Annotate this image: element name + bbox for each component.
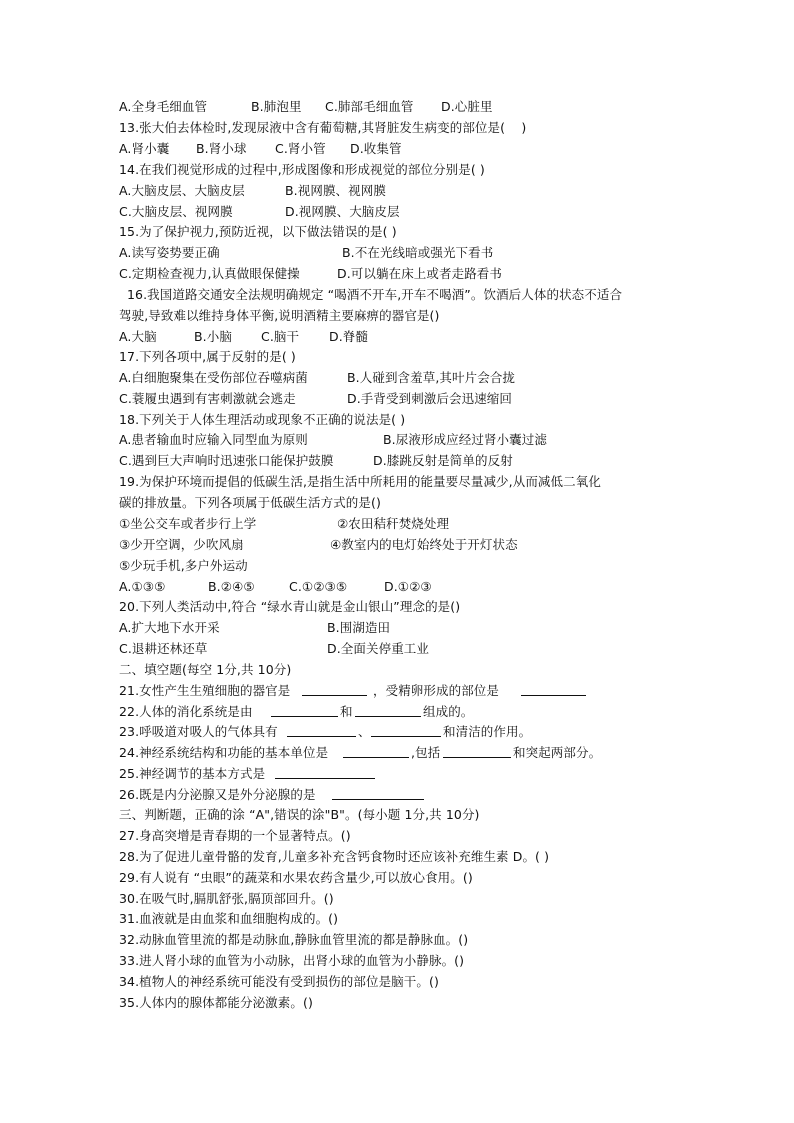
question-28: 28.为了促进儿童骨骼的发育,儿童多补充含钙食物时还应该补充维生素 D。( ) xyxy=(119,849,550,864)
q24-text-c: 和突起两部分。 xyxy=(513,745,602,760)
question-33: 33.进人肾小球的血管为小动脉，出肾小球的血管为小静脉。() xyxy=(119,953,465,968)
question-29: 29.有人说有 “虫眼”的蔬菜和水果农药含量少,可以放心食用。() xyxy=(119,870,473,885)
option-a: A.大脑 xyxy=(119,329,157,344)
q19-item-5: ⑤少玩手机,多户外运动 xyxy=(119,558,248,573)
item-4: ④教室内的电灯始终处于开灯状态 xyxy=(330,537,518,552)
q21-text-b: ，受精卵形成的部位是 xyxy=(373,683,500,698)
question-34: 34.植物人的神经系统可能没有受到损伤的部位是脑干。() xyxy=(119,974,439,989)
option-d: D.收集管 xyxy=(350,141,402,156)
question-14: 14.在我们视觉形成的过程中,形成图像和形成视觉的部位分别是( ) xyxy=(119,162,485,177)
option-c: C.定期检查视力,认真做眼保健操 xyxy=(119,266,300,281)
answer-blank-line[interactable] xyxy=(371,723,441,737)
option-a: A.患者输血时应输入同型血为原则 xyxy=(119,432,308,447)
option-a: A.全身毛细血管 xyxy=(119,99,208,114)
option-d: D.视网膜、大脑皮层 xyxy=(285,204,400,219)
q26-text: 26.既是内分泌腺又是外分泌腺的是 xyxy=(119,787,316,802)
q22-text-c: 组成的。 xyxy=(423,704,474,719)
option-a: A.白细胞聚集在受伤部位吞噬病菌 xyxy=(119,370,308,385)
section-3-heading: 三、判断题，正确的涂 “A",错误的涂"B"。(每小题 1分,共 10分) xyxy=(119,807,480,822)
option-b: B.人碰到含羞草,其叶片会合拢 xyxy=(347,370,516,385)
option-b: B.视网膜、视网膜 xyxy=(285,183,386,198)
question-17: 17.下列各项中,属于反射的是( ) xyxy=(119,349,296,364)
q22-text-a: 22.人体的消化系统是由 xyxy=(119,704,253,719)
option-d: D.心脏里 xyxy=(441,99,493,114)
option-c: C.遇到巨大声响时迅速张口能保护鼓膜 xyxy=(119,453,334,468)
item-1: ①坐公交车或者步行上学 xyxy=(119,516,257,531)
question-30: 30.在吸气时,膈肌舒张,膈顶部回升。() xyxy=(119,891,334,906)
option-c: C.退耕还林还草 xyxy=(119,641,208,656)
option-c: C.脑干 xyxy=(261,329,300,344)
question-31: 31.血液就是由血浆和血细胞构成的。() xyxy=(119,911,339,926)
item-2: ②农田秸秆焚烧处理 xyxy=(337,516,450,531)
option-a: A.大脑皮层、大脑皮层 xyxy=(119,183,245,198)
option-b: B.围湖造田 xyxy=(327,620,391,635)
option-c: C.肺部毛细血管 xyxy=(325,99,414,114)
option-b: B.尿液形成应经过肾小囊过滤 xyxy=(383,432,547,447)
option-d: D.可以躺在床上或者走路看书 xyxy=(337,266,502,281)
question-19-line2: 碳的排放量。下列各项属于低碳生活方式的是() xyxy=(119,495,381,510)
question-15: 15.为了保护视力,预防近视，以下做法错误的是( ) xyxy=(119,224,397,239)
answer-blank-line[interactable] xyxy=(343,744,409,758)
option-b: B.肺泡里 xyxy=(251,99,302,114)
q21-text-a: 21.女性产生生殖细胞的器官是 xyxy=(119,683,291,698)
answer-blank-line[interactable] xyxy=(332,786,424,800)
option-d: D.膝跳反射是简单的反射 xyxy=(373,453,513,468)
option-a: A.读写姿势要正确 xyxy=(119,245,220,260)
q23-text-b: 、 xyxy=(358,724,371,739)
q23-text-c: 和清洁的作用。 xyxy=(443,724,532,739)
option-d: D.①②③ xyxy=(384,579,432,594)
question-13: 13.张大伯去体检时,发现尿液中含有葡萄糖,其肾脏发生病变的部位是( ) xyxy=(119,120,527,135)
question-27: 27.身高突增是青春期的一个显著特点。() xyxy=(119,828,351,843)
answer-blank-line[interactable] xyxy=(275,765,375,779)
question-35: 35.人体内的腺体都能分泌激素。() xyxy=(119,995,313,1010)
section-2-heading: 二、填空题(每空 1分,共 10分) xyxy=(119,662,292,677)
option-a: A.肾小囊 xyxy=(119,141,170,156)
option-a: A.扩大地下水开采 xyxy=(119,620,220,635)
option-c: C.蓑履虫遇到有害刺激就会逃走 xyxy=(119,391,296,406)
option-c: C.①②③⑤ xyxy=(289,579,348,594)
question-18: 18.下列关于人体生理活动或现象不正确的说法是( ) xyxy=(119,412,406,427)
answer-blank-line[interactable] xyxy=(355,703,421,717)
question-32: 32.动脉血管里流的都是动脉血,静脉血管里流的都是静脉血。() xyxy=(119,932,469,947)
question-20: 20.下列人类活动中,符合 “绿水青山就是金山银山”理念的是() xyxy=(119,599,461,614)
option-b: B.不在光线暗或强光下看书 xyxy=(342,245,494,260)
question-19-line1: 19.为保护环境而提倡的低碳生活,是指生活中所耗用的能量要尽量减少,从而减低二氧化 xyxy=(119,474,601,489)
option-d: D.脊髓 xyxy=(329,329,368,344)
question-16-line2: 驾驶,导致难以维持身体平衡,说明酒精主要麻痹的器官是() xyxy=(119,308,440,323)
answer-blank-line[interactable] xyxy=(271,703,338,717)
q24-text-b: ,包括 xyxy=(411,745,441,760)
item-3: ③少开空调，少吹风扇 xyxy=(119,537,244,552)
question-16-line1: 16.我国道路交通安全法规明确规定 “喝酒不开车,开车不喝酒”。饮酒后人体的状态不适合 xyxy=(127,287,623,302)
q24-text-a: 24.神经系统结构和功能的基本单位是 xyxy=(119,745,329,760)
option-a: A.①③⑤ xyxy=(119,579,166,594)
option-b: B.小脑 xyxy=(194,329,232,344)
option-c: C.肾小管 xyxy=(275,141,326,156)
q22-text-b: 和 xyxy=(340,704,353,719)
answer-blank-line[interactable] xyxy=(287,723,356,737)
option-b: B.肾小球 xyxy=(196,141,247,156)
answer-blank-line xyxy=(302,682,367,696)
answer-blank-line[interactable] xyxy=(443,744,511,758)
option-c: C.大脑皮层、视网膜 xyxy=(119,204,233,219)
q25-text: 25.神经调节的基本方式是 xyxy=(119,766,266,781)
option-d: D.手背受到刺激后会迅速缩回 xyxy=(347,391,512,406)
q23-text-a: 23.呼吸道对吸人的气体具有 xyxy=(119,724,278,739)
answer-blank-line[interactable] xyxy=(521,682,586,696)
option-d: D.全面关停重工业 xyxy=(327,641,429,656)
option-b: B.②④⑤ xyxy=(208,579,255,594)
